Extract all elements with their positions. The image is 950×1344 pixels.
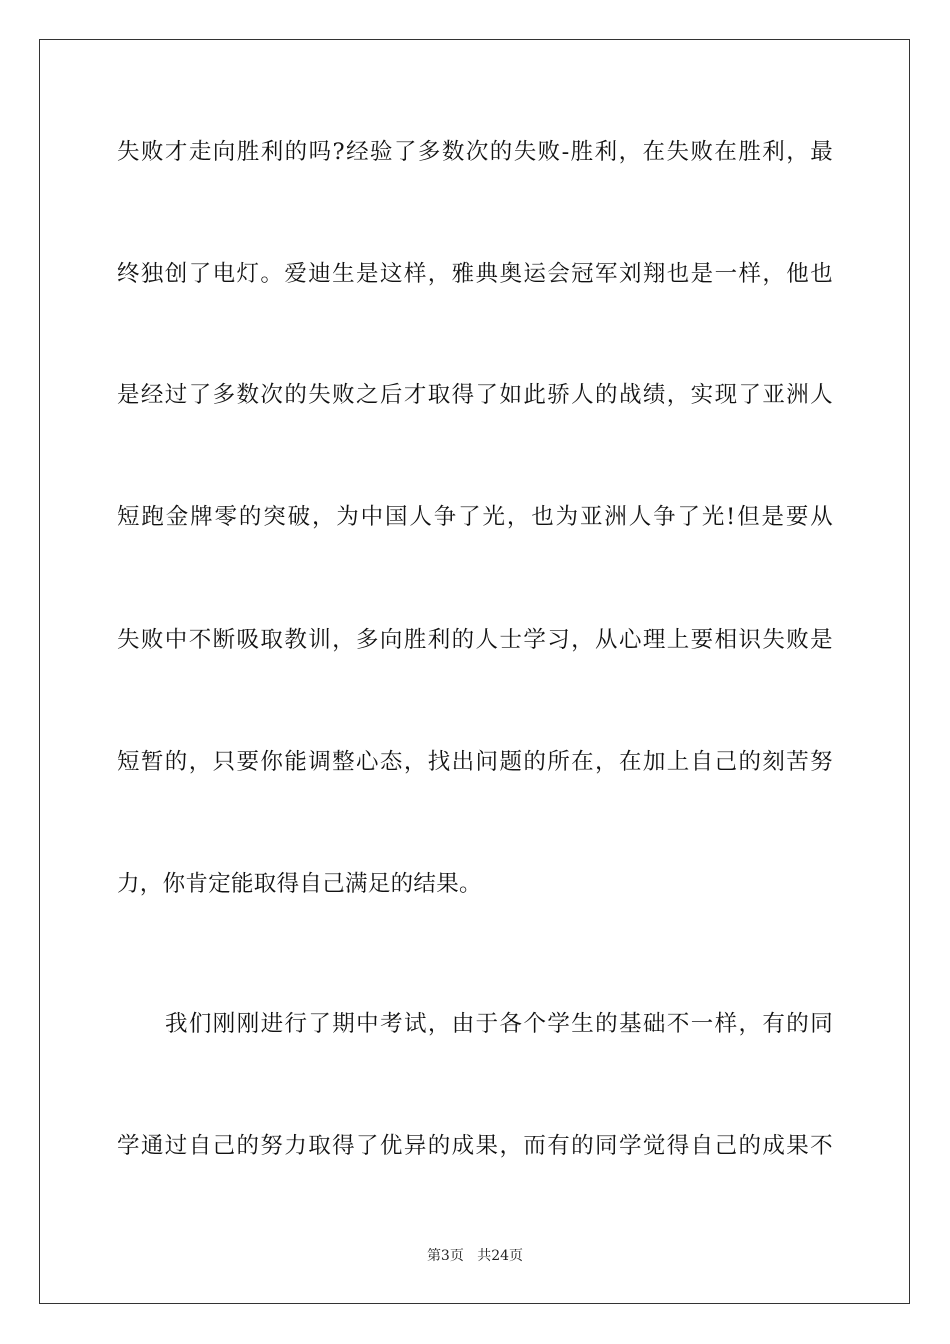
paragraph-line-4: 短跑金牌零的突破，为中国人争了光，也为亚洲人争了光!但是要从 [117, 504, 833, 530]
paragraph-line-1: 失败才走向胜利的吗?经验了多数次的失败-胜利，在失败在胜利，最 [117, 139, 833, 165]
page-footer [0, 1247, 950, 1265]
page-number: 第3页 [426, 1248, 464, 1264]
page-border [39, 39, 910, 1304]
paragraph-line-2: 终独创了电灯。爱迪生是这样，雅典奥运会冠军刘翔也是一样，他也 [117, 261, 833, 287]
paragraph-line-8: 我们刚刚进行了期中考试，由于各个学生的基础不一样，有的同 [165, 1011, 833, 1037]
paragraph-line-7: 力，你肯定能取得自己满足的结果。 [117, 871, 482, 897]
paragraph-line-3: 是经过了多数次的失败之后才取得了如此骄人的战绩，实现了亚洲人 [117, 382, 833, 408]
paragraph-line-6: 短暂的，只要你能调整心态，找出问题的所在，在加上自己的刻苦努 [117, 749, 833, 775]
paragraph-line-5: 失败中不断吸取教训，多向胜利的人士学习，从心理上要相识失败是 [117, 627, 833, 653]
paragraph-line-9: 学通过自己的努力取得了优异的成果，而有的同学觉得自己的成果不 [117, 1133, 833, 1159]
page-total: 共24页 [477, 1248, 524, 1264]
